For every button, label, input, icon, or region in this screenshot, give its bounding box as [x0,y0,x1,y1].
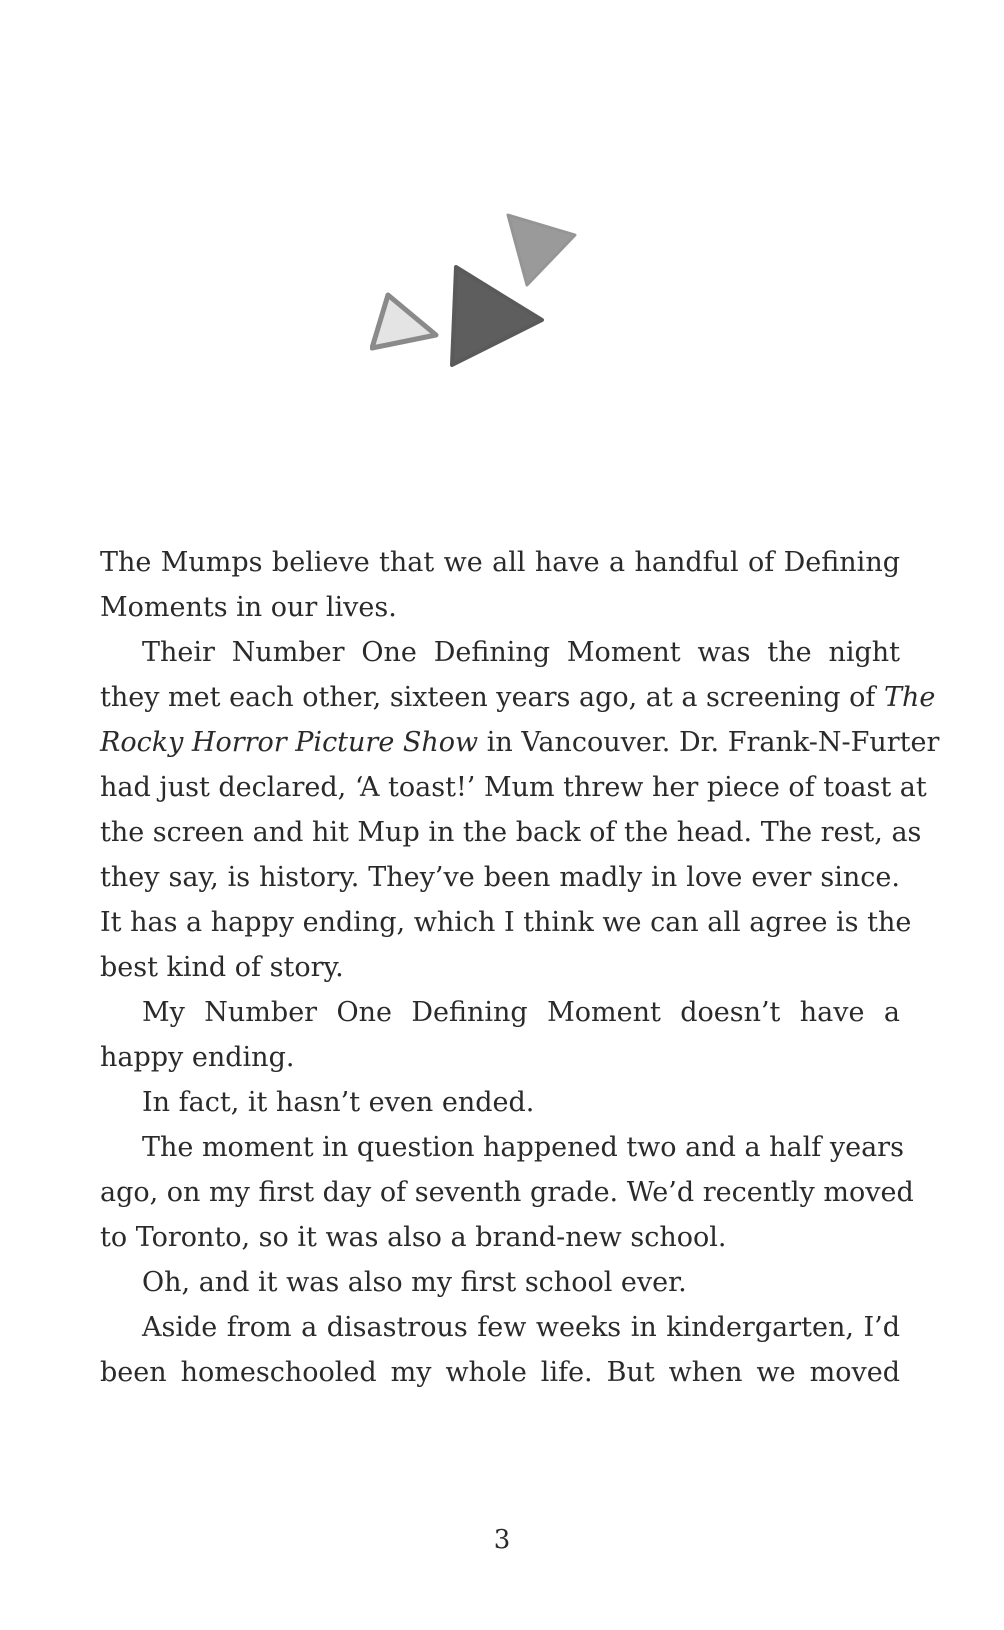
triangles-ornament-icon [370,205,590,385]
text-line: Their Number One Defining Moment was the night [142,637,900,668]
text-line: to Toronto, so it was also a brand-new school. [100,1222,727,1253]
text-line: the screen and hit Mup in the back of the head. The rest, as [100,817,922,848]
text-line: Aside from a disastrous few weeks in kindergarten, I’d [142,1312,900,1343]
text-line: happy ending. [100,1042,295,1073]
light-triangle-icon [372,295,436,348]
text-line: best kind of story. [100,952,344,983]
text-line: It has a happy ending, which I think we can all agree is the [100,907,912,938]
text-line: Oh, and it was also my first school ever. [142,1267,687,1298]
text-line: they say, is history. They’ve been madly in love ever since. [100,862,900,893]
text-line: The moment in question happened two and a half years [142,1132,904,1163]
page-number: 3 [493,1525,511,1555]
text-line: been homeschooled my whole life. But when we moved [100,1357,900,1388]
text-line [100,675,936,721]
text-run: they met each other, sixteen years ago, at a screening of [100,682,884,713]
text-line [100,720,940,766]
text-line: The Mumps believe that we all have a handful of Defining [100,547,900,578]
text-line: In fact, it hasn’t even ended. [142,1087,535,1118]
text-run: in Vancouver. Dr. Frank-N-Furter [478,727,940,758]
book-title-italic: Rocky Horror Picture Show [100,727,479,758]
gray-triangle-icon [508,215,575,285]
text-line: My Number One Defining Moment doesn’t have a [142,997,900,1028]
text-line: had just declared, ‘A toast!’ Mum threw her piece of toast at [100,772,927,803]
text-line: ago, on my first day of seventh grade. We’d recently moved [100,1177,914,1208]
book-title-italic: The [883,682,936,713]
text-line: Moments in our lives. [100,592,397,623]
